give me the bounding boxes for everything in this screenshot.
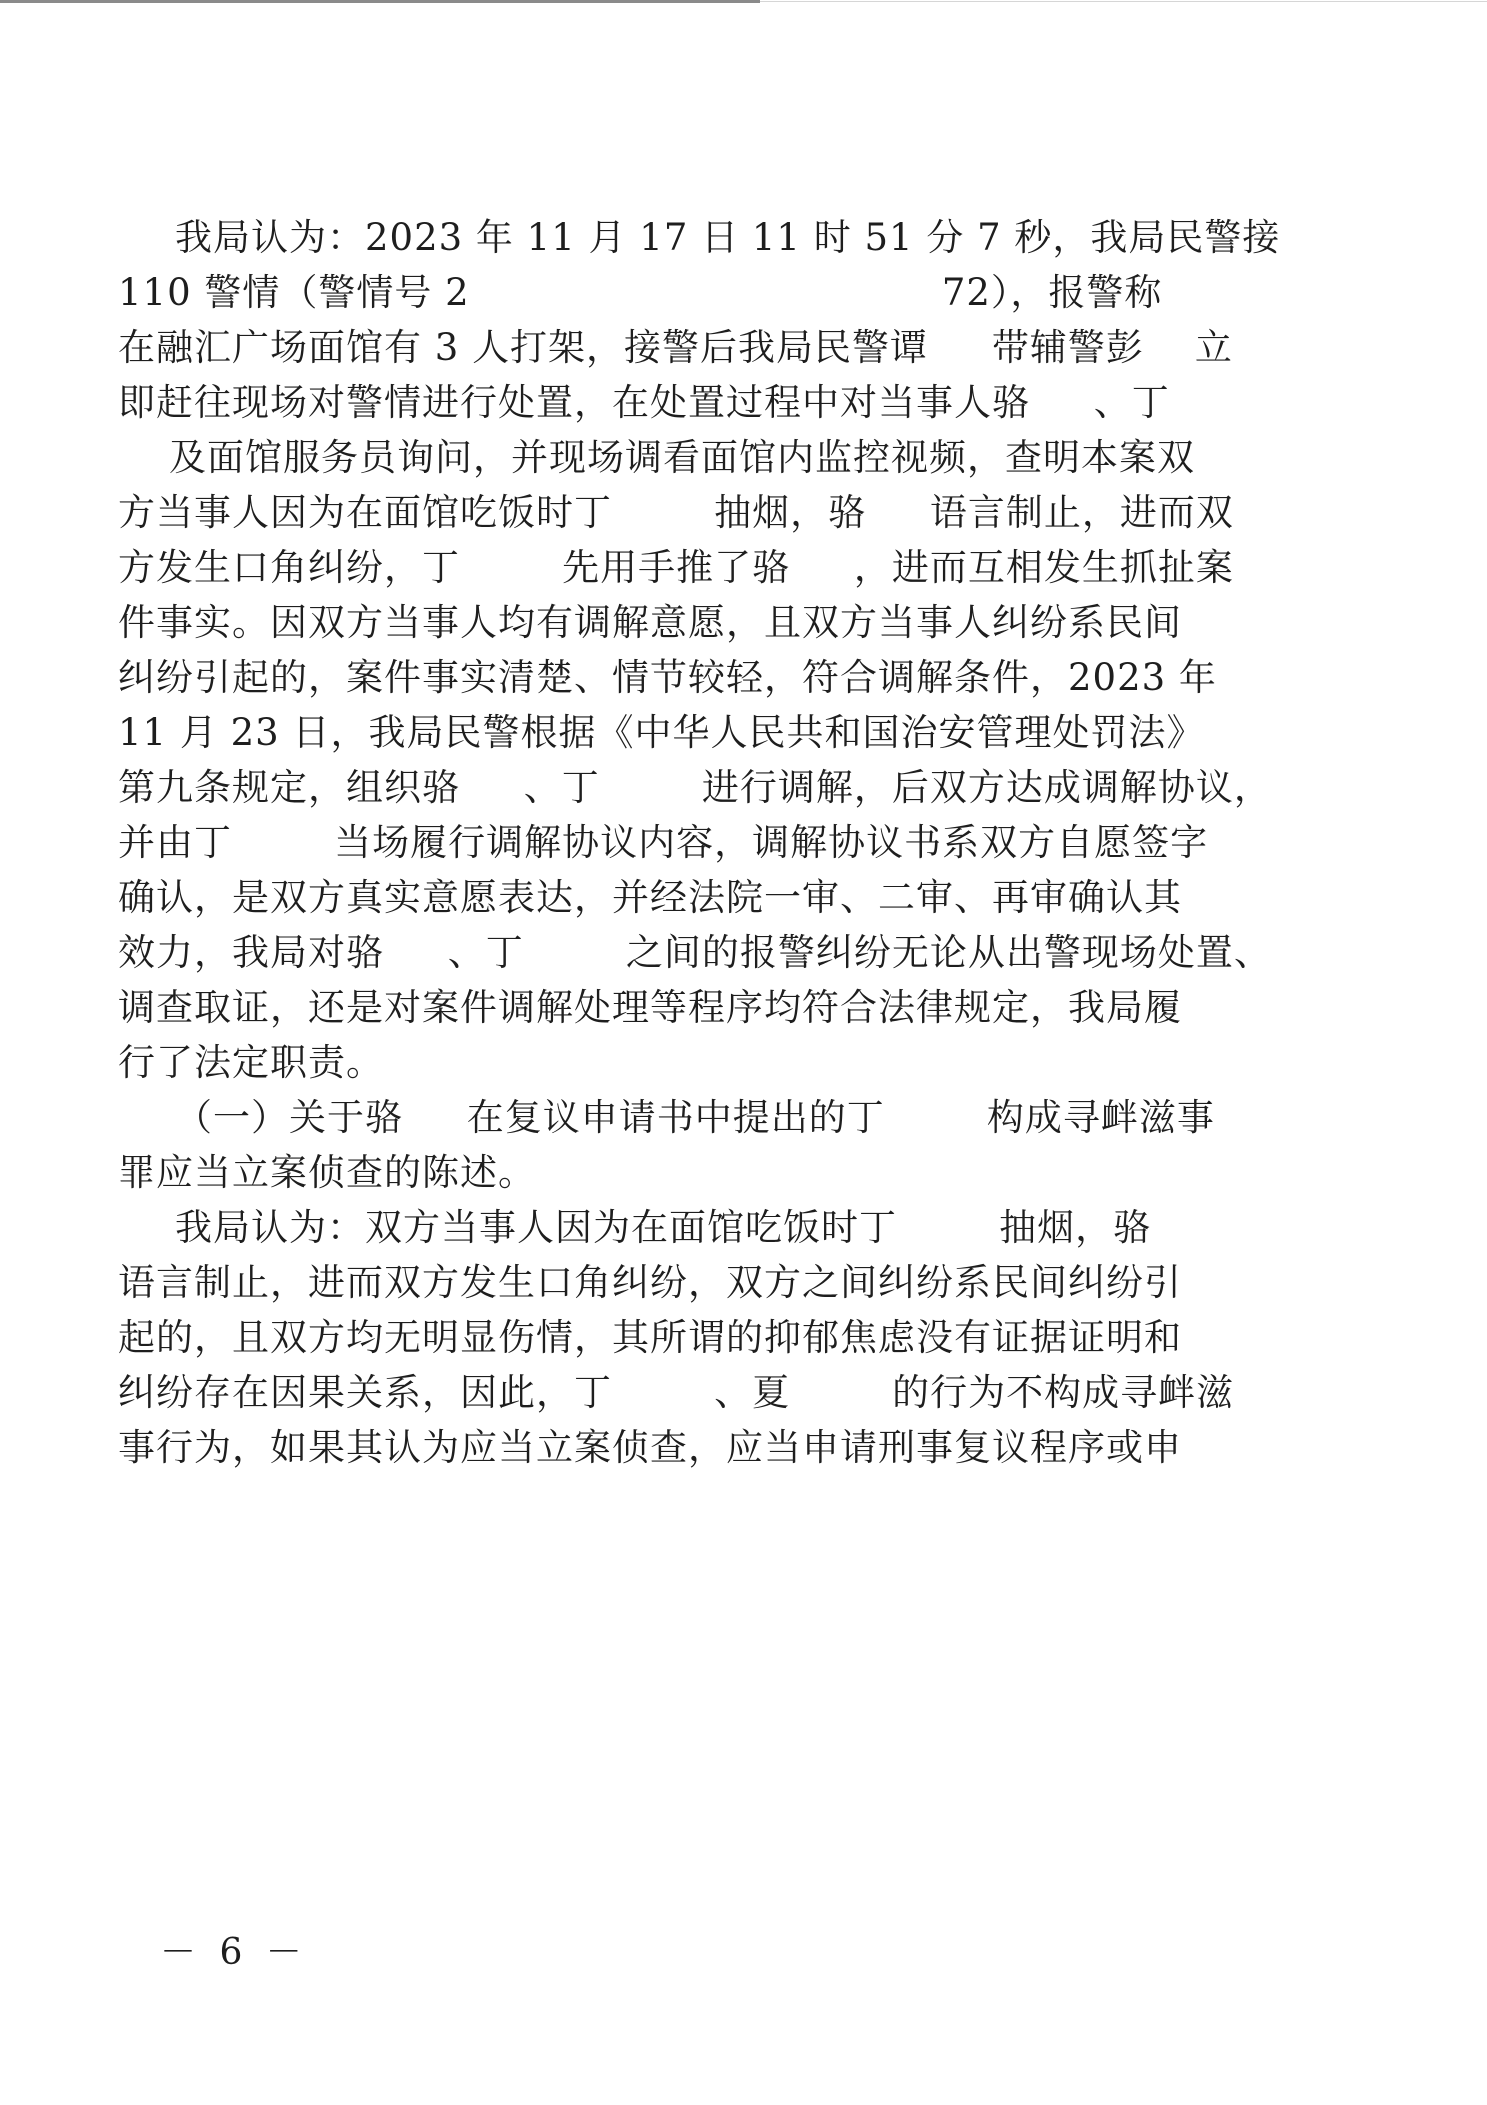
page-number: － 6 － xyxy=(160,1932,308,1973)
text-line: 起的，且双方均无明显伤情，其所谓的抑郁焦虑没有证据证明和 xyxy=(118,1316,1182,1359)
text-line: 即赶往现场对警情进行处置，在处置过程中对当事人骆 、丁 xyxy=(118,381,1170,424)
text-line: 效力，我局对骆 、丁 之间的报警纠纷无论从出警现场处置、 xyxy=(118,931,1272,974)
text-line: 我局认为：2023 年 11 月 17 日 11 时 51 分 7 秒，我局民警接 xyxy=(175,216,1281,259)
text-line: 件事实。因双方当事人均有调解意愿，且双方当事人纠纷系民间 xyxy=(118,601,1182,644)
text-line: 调查取证，还是对案件调解处理等程序均符合法律规定，我局履 xyxy=(118,986,1182,1029)
text-line: 第九条规定，组织骆 、丁 进行调解，后双方达成调解协议， xyxy=(118,766,1272,809)
text-line: 方发生口角纠纷，丁 先用手推了骆 ，进而互相发生抓扯案 xyxy=(118,546,1234,589)
text-line: 11 月 23 日，我局民警根据《中华人民共和国治安管理处罚法》 xyxy=(118,711,1205,754)
text-line: 纠纷引起的，案件事实清楚、情节较轻，符合调解条件，2023 年 xyxy=(118,656,1217,699)
text-line: 110 警情（警情号 2 72），报警称 xyxy=(118,271,1163,314)
text-line: 语言制止，进而双方发生口角纠纷，双方之间纠纷系民间纠纷引 xyxy=(118,1261,1182,1304)
text-line: 事行为，如果其认为应当立案侦查，应当申请刑事复议程序或申 xyxy=(118,1426,1182,1469)
text-line: 在融汇广场面馆有 3 人打架，接警后我局民警谭 带辅警彭 立 xyxy=(118,326,1233,369)
text-line: 行了法定职责。 xyxy=(118,1041,384,1084)
section-heading-line: 罪应当立案侦查的陈述。 xyxy=(118,1151,536,1194)
text-line: 我局认为：双方当事人因为在面馆吃饭时丁 抽烟，骆 xyxy=(175,1206,1152,1249)
section-heading-line: （一）关于骆 在复议申请书中提出的丁 构成寻衅滋事 xyxy=(175,1096,1215,1139)
text-line: 纠纷存在因果关系，因此，丁 、夏 的行为不构成寻衅滋 xyxy=(118,1371,1235,1414)
text-line: 及面馆服务员询问，并现场调看面馆内监控视频，查明本案双 xyxy=(118,436,1196,479)
text-line: 并由丁 当场履行调解协议内容，调解协议书系双方自愿签字 xyxy=(118,821,1209,864)
text-line: 方当事人因为在面馆吃饭时丁 抽烟，骆 语言制止，进而双 xyxy=(118,491,1234,534)
text-line: 确认，是双方真实意愿表达，并经法院一审、二审、再审确认其 xyxy=(118,876,1182,919)
